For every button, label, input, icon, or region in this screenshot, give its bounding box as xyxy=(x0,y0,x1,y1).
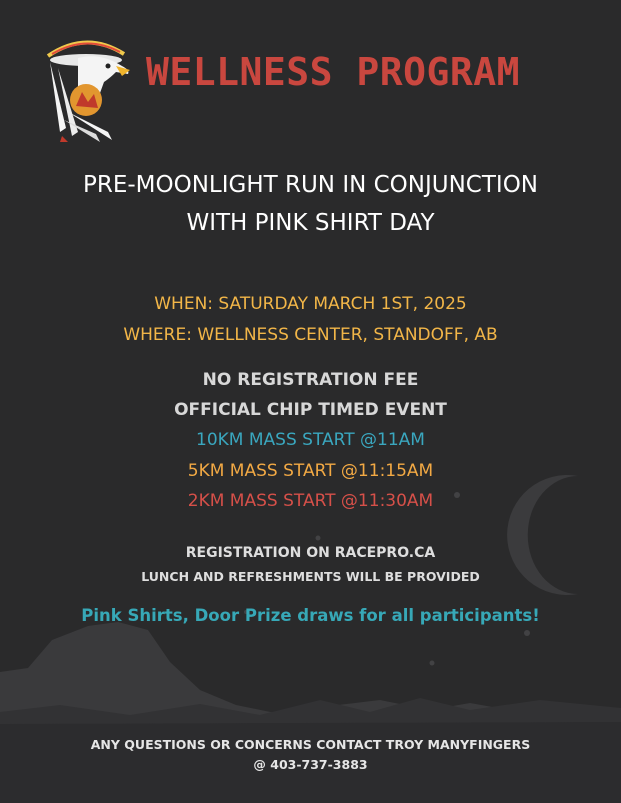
contact-line: ANY QUESTIONS OR CONCERNS CONTACT TROY MANYFINGERS xyxy=(90,737,531,752)
event-date: WHEN: SATURDAY MARCH 1ST, 2025 xyxy=(154,294,467,314)
lunch-info: LUNCH AND REFRESHMENTS WILL BE PROVIDED xyxy=(141,569,480,584)
race-5km: 5KM MASS START @11:15AM xyxy=(187,461,434,481)
race-2km: 2KM MASS START @11:30AM xyxy=(187,491,434,511)
chip-timing: OFFICIAL CHIP TIMED EVENT xyxy=(174,400,447,420)
eagle-emblem-logo xyxy=(38,32,134,144)
contact-phone: @ 403-737-3883 xyxy=(253,757,368,772)
registration-info: REGISTRATION ON RACEPRO.CA xyxy=(185,545,436,561)
program-headline: WELLNESS PROGRAM xyxy=(146,50,521,94)
race-10km: 10KM MASS START @11AM xyxy=(196,430,425,450)
event-title-line-2: WITH PINK SHIRT DAY xyxy=(186,210,435,236)
registration-fee: NO REGISTRATION FEE xyxy=(202,370,419,390)
prizes-info: Pink Shirts, Door Prize draws for all participants! xyxy=(81,606,540,625)
event-location: WHERE: WELLNESS CENTER, STANDOFF, AB xyxy=(123,325,498,345)
event-title-line-1: PRE-MOONLIGHT RUN IN CONJUNCTION xyxy=(82,172,539,198)
